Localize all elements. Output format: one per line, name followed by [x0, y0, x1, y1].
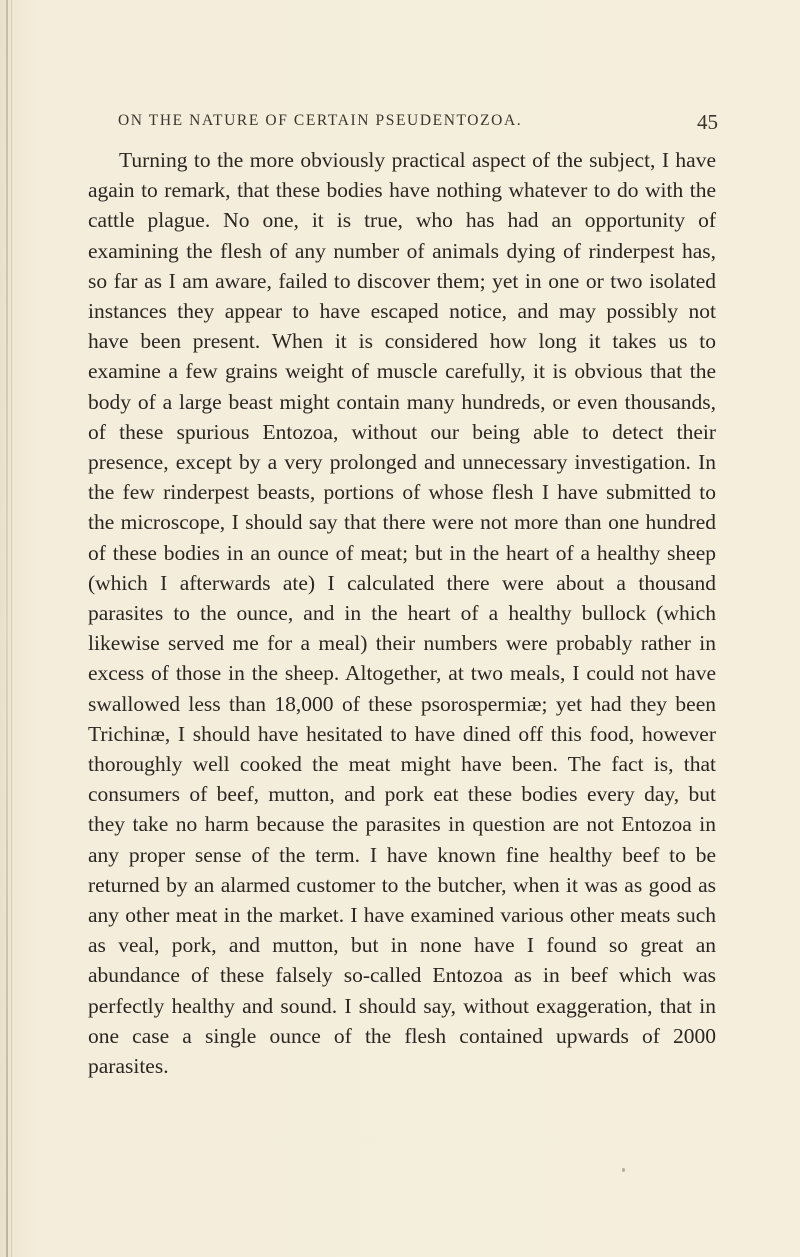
running-title: ON THE NATURE OF CERTAIN PSEUDENTOZOA. [118, 112, 523, 129]
body-paragraph: Turning to the more obviously practical aspect of the subject, I have again to remark, that these bodies have nothing whatever to do with the cattle plague. No one, it is true, who has had an opportunity of examining the flesh of any number of animals dying of rinderpest has, so far as I am aware, failed to discover them; yet in one or two isolated instances they appear to have escaped notice, and may possibly not have been present. When it is considered how long it takes us to examine a few grains weight of muscle carefully, it is obvious that the body of a large beast might contain many hundreds, or even thousands, of these spurious Entozoa, without our being able to detect their presence, except by a very prolonged and unnecessary investigation. In the few rinderpest beasts, portions of whose flesh I have submitted to the microscope, I should say that there were not more than one hundred of these bodies in an ounce of meat; but in the heart of a healthy sheep (which I afterwards ate) I calculated there were about a thousand parasites to the ounce, and in the heart of a healthy bullock (which likewise served me for a meal) their numbers were probably rather in excess of those in the sheep. Altogether, at two meals, I could not have swallowed less than 18,000 of these psorospermiæ; yet had they been Trichinæ, I should have hesitated to have dined off this food, however thoroughly well cooked the meat might have been. The fact is, that consumers of beef, mutton, and pork eat these bodies every day, but they take no harm because the parasites in question are not Entozoa in any proper sense of the term. I have known fine healthy beef to be returned by an alarmed customer to the butcher, when it was as good as any other meat in the market. I have examined various other meats such as veal, pork, and mutton, but in none have I found so great an abundance of these falsely so-called Entozoa as in beef which was perfectly healthy and sound. I should say, without exaggeration, that in one case a single ounce of the flesh contained upwards of 2000 parasites. [88, 148, 716, 1079]
binding-gutter-line [11, 0, 12, 1257]
paper-speck [622, 1168, 625, 1172]
page-header [118, 112, 718, 142]
binding-gutter-shadow [6, 0, 8, 1257]
page-number: 45 [697, 110, 718, 134]
